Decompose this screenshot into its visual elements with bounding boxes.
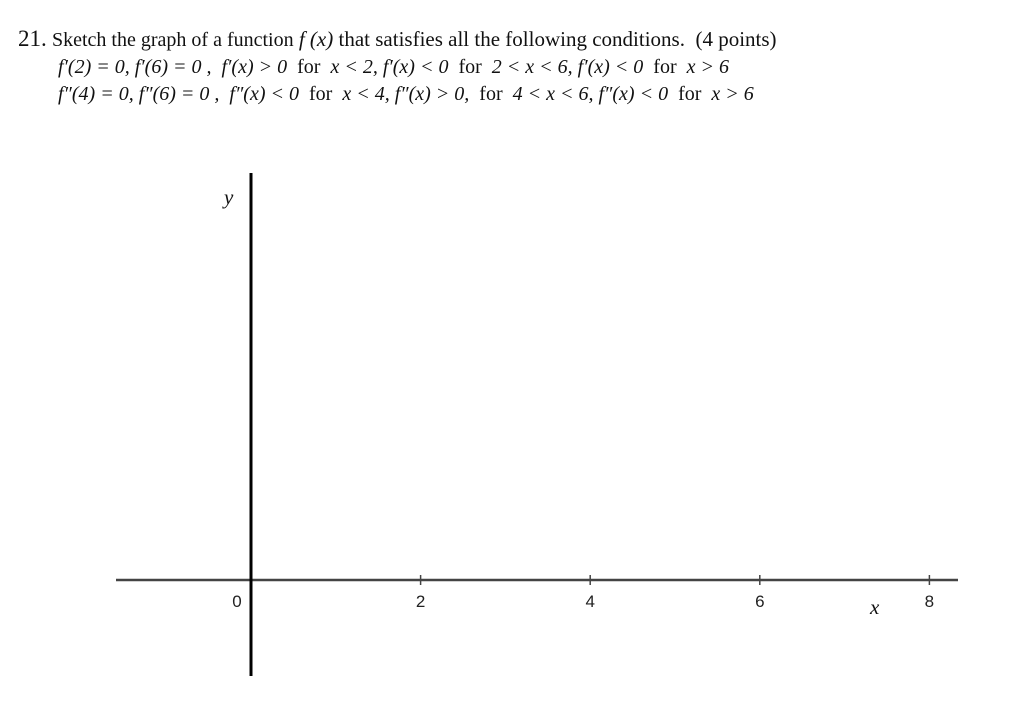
- condition-fp-expr: f′(x) < 0: [577, 56, 644, 78]
- condition-fpp4: f″(4) = 0,: [58, 83, 134, 105]
- x-tick-label-2: 2: [415, 592, 426, 611]
- y-axis-label: y: [224, 185, 234, 209]
- condition-word: for: [653, 56, 677, 78]
- condition-range: x < 4,: [342, 83, 390, 105]
- condition-fpp6: f″(6) = 0 ,: [138, 83, 220, 105]
- condition-word: for: [297, 56, 321, 78]
- function-name: f (x): [298, 27, 334, 51]
- condition-range: 4 < x < 6,: [512, 83, 594, 105]
- condition-range: x > 6: [686, 56, 729, 78]
- condition-word: for: [458, 56, 482, 78]
- question-text-after: that satisfies all the following conditions.: [338, 27, 685, 51]
- x-tick-label-6: 6: [755, 592, 765, 611]
- question-points: (4 points): [695, 27, 777, 51]
- condition-fp-expr: f′(x) > 0: [221, 56, 288, 78]
- condition-range: 2 < x < 6,: [491, 56, 573, 78]
- condition-fpp-expr: f″(x) < 0: [229, 83, 299, 105]
- x-tick-label-0: 0: [232, 592, 242, 611]
- condition-fpp-expr: f″(x) > 0,: [394, 83, 470, 105]
- condition-fpp-expr: f″(x) < 0: [598, 83, 669, 105]
- condition-range: x > 6: [711, 83, 754, 105]
- x-axis-label: x: [870, 595, 880, 619]
- condition-word: for: [479, 83, 503, 105]
- condition-fp2: f′(2) = 0,: [58, 56, 130, 78]
- condition-word: for: [678, 83, 702, 105]
- condition-range: x < 2,: [330, 56, 378, 78]
- condition-fp6: f′(6) = 0 ,: [134, 56, 212, 78]
- condition-fp-expr: f′(x) < 0: [382, 56, 449, 78]
- condition-word: for: [309, 83, 333, 105]
- x-tick-label-8: 8: [924, 592, 935, 611]
- question-number: 21.: [18, 26, 47, 51]
- x-tick-label-4: 4: [585, 592, 595, 611]
- question-text: Sketch the graph of a function: [52, 29, 294, 51]
